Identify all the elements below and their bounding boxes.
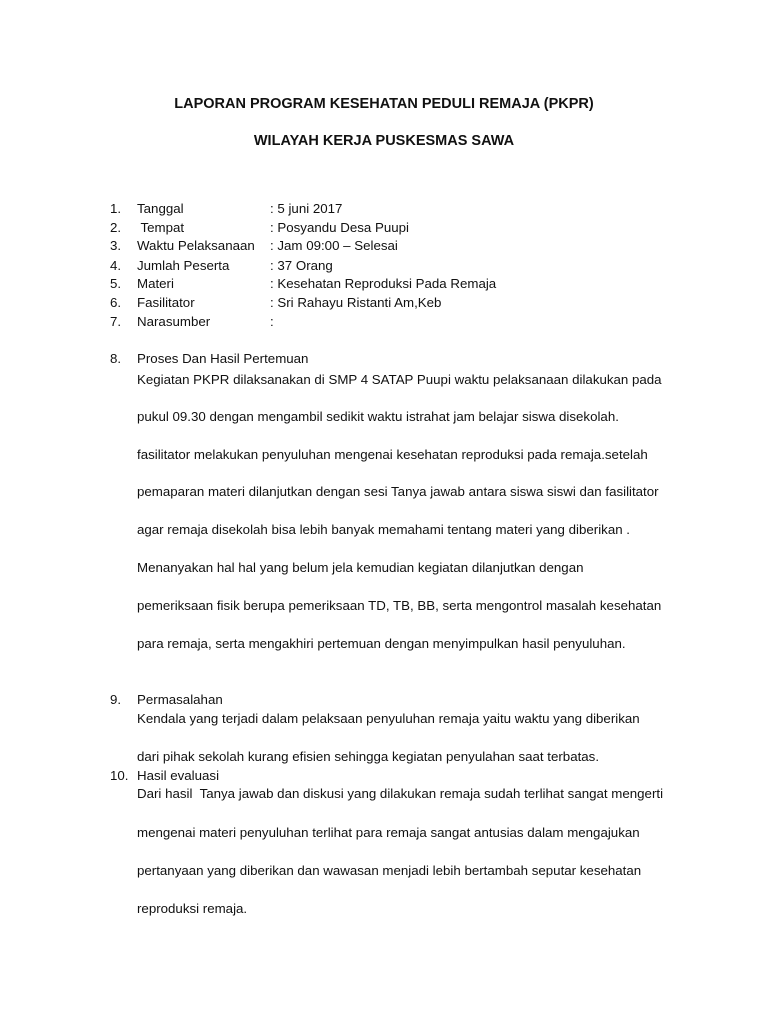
section-heading: Proses Dan Hasil Pertemuan [137,351,309,366]
info-label: Jumlah Peserta [137,258,230,273]
paragraph-line: Dari hasil Tanya jawab dan diskusi yang dilakukan remaja sudah terlihat sangat mengerti [137,786,664,801]
list-number: 9. [110,692,122,707]
info-value: : Jam 09:00 – Selesai [270,238,398,253]
info-value: : Sri Rahayu Ristanti Am,Keb [270,295,442,310]
paragraph-line: pemaparan materi dilanjutkan dengan sesi Tanya jawab antara siswa siswi dan fasilitator [137,484,659,499]
paragraph-line: Kendala yang terjadi dalam pelaksaan penyuluhan remaja yaitu waktu yang diberikan [137,711,640,726]
info-label: Waktu Pelaksanaan [137,238,255,253]
document-title: LAPORAN PROGRAM KESEHATAN PEDULI REMAJA (PKPR) [174,96,594,112]
paragraph-line: Kegiatan PKPR dilaksanakan di SMP 4 SATAP Puupi waktu pelaksanaan dilakukan pada [137,372,662,387]
paragraph-line: pertanyaan yang diberikan dan wawasan menjadi lebih bertambah seputar kesehatan [137,863,642,878]
list-number: 5. [110,276,122,291]
list-number: 10. [110,768,129,783]
list-number: 6. [110,295,122,310]
paragraph-line: agar remaja disekolah bisa lebih banyak memahami tentang materi yang diberikan . [137,522,630,537]
list-number: 3. [110,238,122,253]
section-heading: Permasalahan [137,692,223,707]
document-subtitle: WILAYAH KERJA PUSKESMAS SAWA [253,133,515,149]
list-number: 4. [110,258,122,273]
info-label: Narasumber [137,314,211,329]
list-number: 7. [110,314,122,329]
list-number: 8. [110,351,122,366]
info-label: Fasilitator [137,295,195,310]
list-number: 1. [110,201,122,216]
info-label: Materi [137,276,174,291]
paragraph-line: pemeriksaan fisik berupa pemeriksaan TD, TB, BB, serta mengontrol masalah kesehatan [137,598,662,613]
paragraph-line: pukul 09.30 dengan mengambil sedikit waktu istrahat jam belajar siswa disekolah. [137,409,619,424]
info-value: : Posyandu Desa Puupi [270,220,409,235]
paragraph-line: fasilitator melakukan penyuluhan mengenai kesehatan reproduksi pada remaja.setelah [137,447,648,462]
paragraph-line: para remaja, serta mengakhiri pertemuan dengan menyimpulkan hasil penyuluhan. [137,636,626,651]
paragraph-line: reproduksi remaja. [137,901,248,916]
info-label: Tempat [137,220,185,235]
info-value: : Kesehatan Reproduksi Pada Remaja [270,276,497,291]
list-number: 2. [110,220,122,235]
info-value: : 37 Orang [270,258,333,273]
paragraph-line: Menanyakan hal hal yang belum jela kemudian kegiatan dilanjutkan dengan [137,560,584,575]
info-value: : [270,314,274,329]
paragraph-line: mengenai materi penyuluhan terlihat para remaja sangat antusias dalam mengajukan [137,825,640,840]
section-heading: Hasil evaluasi [137,768,220,783]
info-value: : 5 juni 2017 [270,201,343,216]
paragraph-line: dari pihak sekolah kurang efisien sehingga kegiatan penyulahan saat terbatas. [137,749,600,764]
info-label: Tanggal [137,201,184,216]
